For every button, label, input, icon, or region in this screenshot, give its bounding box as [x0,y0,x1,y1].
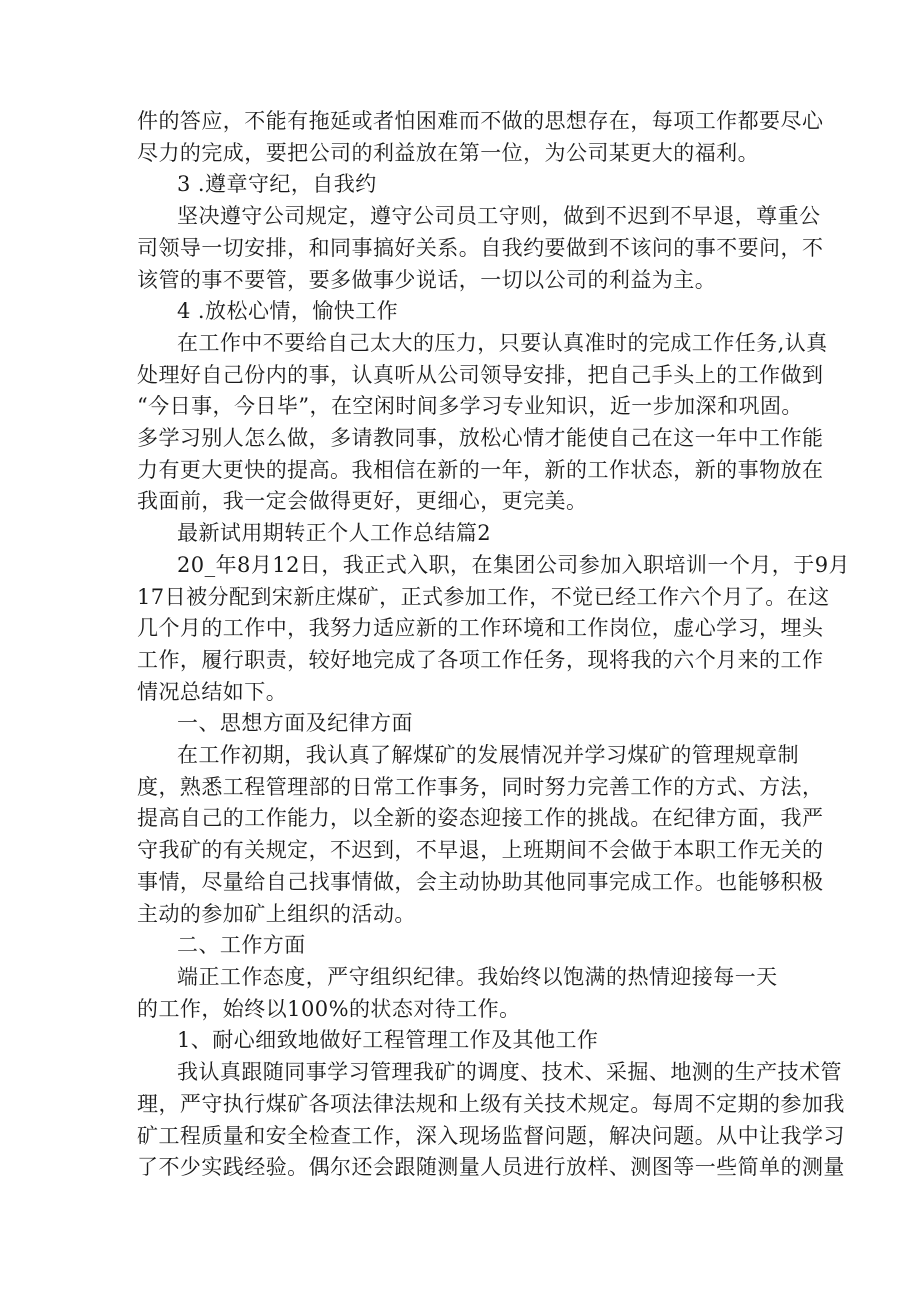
text-line: 守我矿的有关规定，不迟到，不早退，上班期间不会做于本职工作无关的 [137,838,824,863]
text-line: 提高自己的工作能力，以全新的姿态迎接工作的挑战。在纪律方面，我严 [137,806,824,831]
text-line: 件的答应，不能有拖延或者怕困难而不做的思想存在，每项工作都要尽心 [137,109,824,133]
text-line: 理，严守执行煤矿各项法律法规和上级有关技术规定。每周不定期的参加我 [137,1091,845,1116]
text-line: “今日事，今日毕”，在空闲时间多学习专业知识，近一步加深和巩固。 [137,394,803,419]
text-line: 20_年8月12日，我正式入职，在集团公司参加入职培训一个月，于9月 [177,552,850,577]
text-line: 二、工作方面 [177,933,306,958]
text-line: 1、耐心细致地做好工程管理工作及其他工作 [177,1028,599,1053]
text-line: 事情，尽量给自己找事情做，会主动协助其他同事完成工作。也能够积极 [137,869,824,894]
text-line: 矿工程质量和安全检查工作，深入现场监督问题，解决问题。从中让我学习 [137,1123,845,1148]
text-line: 几个月的工作中，我努力适应新的工作环境和工作岗位，虚心学习，埋头 [137,616,824,641]
text-line: 坚决遵守公司规定，遵守公司员工守则，做到不迟到不早退，尊重公 [177,204,821,229]
text-line: 主动的参加矿上组织的活动。 [137,901,416,926]
text-line: 在工作中不要给自己太大的压力，只要认真准时的完成工作任务,认真 [177,330,828,355]
text-line: 处理好自己份内的事，认真听从公司领导安排，把自己手头上的工作做到 [137,362,824,387]
text-line: 工作，履行职责，较好地完成了各项工作任务，现将我的六个月来的工作 [137,647,824,672]
text-line: 司领导一切安排，和同事搞好关系。自我约要做到不该问的事不要问，不 [137,235,824,260]
text-line: 最新试用期转正个人工作总结篇2 [177,521,492,546]
text-line: 该管的事不要管，要多做事少说话，一切以公司的利益为主。 [137,267,717,292]
text-line: 一、思想方面及纪律方面 [177,711,413,736]
text-line: 度，熟悉工程管理部的日常工作事务，同时努力完善工作的方式、方法， [137,774,824,799]
text-line: 17日被分配到宋新庄煤矿，正式参加工作，不觉已经工作六个月了。在这 [137,584,830,609]
text-line: 3 .遵章守纪，自我约 [177,172,377,197]
text-line: 在工作初期，我认真了解煤矿的发展情况并学习煤矿的管理规章制 [177,743,800,768]
text-line: 我认真跟随同事学习管理我矿的调度、技术、采掘、地测的生产技术管 [177,1060,842,1085]
text-line: 多学习别人怎么做，多请教同事，放松心情才能使自己在这一年中工作能 [137,426,824,451]
text-line: 4 .放松心情，愉快工作 [177,299,399,324]
text-line: 情况总结如下。 [137,679,288,704]
text-line: 了不少实践经验。偶尔还会跟随测量人员进行放样、测图等一些简单的测量 [137,1155,845,1180]
text-line: 端正工作态度，严守组织纪律。我始终以饱满的热情迎接每一天 [177,964,778,989]
text-line: 我面前，我一定会做得更好，更细心，更完美。 [137,489,588,514]
text-line: 力有更大更快的提高。我相信在新的一年，新的工作状态，新的事物放在 [137,457,824,482]
text-line: 的工作，始终以100%的状态对待工作。 [137,996,521,1021]
text-line: 尽力的完成，要把公司的利益放在第一位，为公司某更大的福利。 [137,140,760,165]
